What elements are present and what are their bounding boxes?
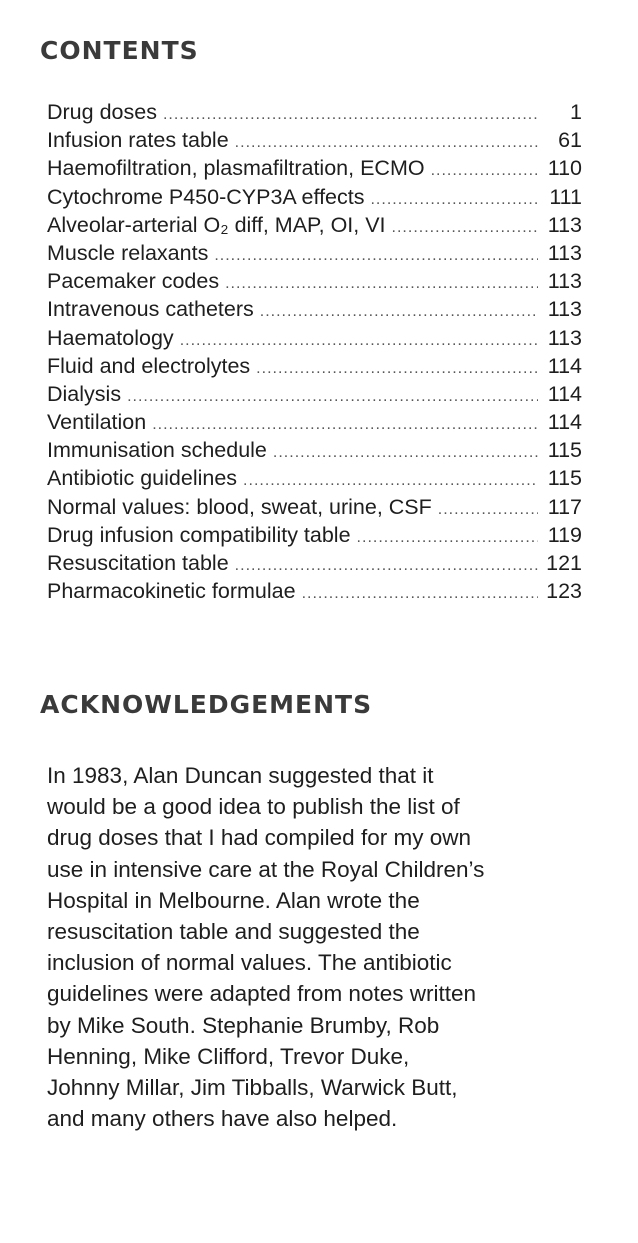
toc-entry-title: Haemofiltration, plasmafiltration, ECMO [47,156,425,181]
toc-entry-page: 61 [558,128,582,153]
toc-entry [47,154,582,182]
toc-entry [47,324,582,352]
acknowledgements-paragraph [47,760,607,1134]
toc-entry [47,267,582,295]
table-of-contents [47,98,582,605]
toc-entry [47,211,582,239]
toc-entry [47,436,582,464]
toc-entry-page: 114 [547,381,582,406]
toc-entry [47,577,582,605]
toc-entry-page: 111 [549,184,582,209]
toc-entry [47,239,582,267]
toc-entry-title: Fluid and electrolytes [47,353,251,378]
toc-entry-title: Muscle relaxants [47,240,209,265]
toc-entry [47,295,582,323]
paragraph-line: Johnny Millar, Jim Tibballs, Warwick Butt, [47,1075,458,1101]
toc-entry [47,408,582,436]
toc-entry [47,126,582,154]
toc-entry-page: 113 [547,212,582,237]
toc-leader-dots [243,467,538,495]
toc-entry-title: Intravenous catheters [47,297,254,322]
toc-leader-dots [180,327,538,355]
toc-leader-dots [370,186,538,214]
contents-heading: CONTENTS [40,36,199,65]
toc-entry-title: Infusion rates table [47,128,229,153]
toc-leader-dots [214,242,538,270]
toc-entry-page: 110 [547,156,582,181]
paragraph-line: would be a good idea to publish the list of [47,794,460,820]
toc-leader-dots [392,214,538,242]
toc-entry [47,493,582,521]
toc-entry-page: 119 [547,522,582,547]
toc-entry-page: 113 [547,297,582,322]
toc-entry-page: 121 [546,551,582,575]
paragraph-line: by Mike South. Stephanie Brumby, Rob [47,1012,440,1038]
toc-entry-title: Immunisation schedule [47,438,267,463]
toc-entry-title: Cytochrome P450-CYP3A effects [47,184,365,209]
toc-entry-title: Dialysis [47,381,122,406]
toc-entry-title: Haematology [47,325,174,350]
toc-entry-title: Resuscitation table [47,551,229,575]
toc-entry-page: 114 [547,410,582,435]
paragraph-line: inclusion of normal values. The antibiotic [47,950,452,976]
acknowledgements-heading: ACKNOWLEDGEMENTS [40,690,373,719]
toc-leader-dots [357,524,538,552]
toc-entry-page: 114 [547,353,582,378]
paragraph-line: resuscitation table and suggested the [47,919,420,945]
toc-leader-dots [235,129,538,157]
toc-leader-dots [127,383,538,411]
toc-leader-dots [152,411,538,439]
paragraph-line: drug doses that I had compiled for my own [47,825,471,851]
paragraph-line: In 1983, Alan Duncan suggested that it [47,763,434,788]
toc-entry-page: 117 [547,494,582,519]
toc-entry [47,352,582,380]
paragraph-line: Henning, Mike Clifford, Trevor Duke, [47,1043,410,1069]
toc-entry-page: 1 [570,100,582,124]
toc-entry [47,380,582,408]
toc-entry [47,549,582,577]
toc-leader-dots [260,298,538,326]
toc-entry [47,98,582,126]
toc-leader-dots [438,496,538,524]
toc-entry-title: Drug infusion compatibility table [47,522,351,547]
toc-entry [47,464,582,492]
toc-entry-page: 115 [547,466,582,491]
toc-entry-page: 115 [547,438,582,463]
toc-leader-dots [163,101,538,129]
toc-entry-title: Alveolar-arterial O₂ diff, MAP, OI, VI [47,212,386,237]
paragraph-line: guidelines were adapted from notes written [47,981,476,1007]
toc-entry [47,521,582,549]
toc-entry-page: 113 [547,325,582,350]
toc-entry-title: Ventilation [47,410,147,435]
toc-leader-dots [431,157,538,185]
toc-entry-title: Normal values: blood, sweat, urine, CSF [47,494,432,519]
toc-leader-dots [273,439,538,467]
toc-leader-dots [256,355,538,383]
toc-entry-title: Pacemaker codes [47,269,220,294]
toc-leader-dots [235,552,538,580]
paragraph-line: Hospital in Melbourne. Alan wrote the [47,887,420,913]
toc-leader-dots [225,270,538,298]
toc-leader-dots [302,580,538,608]
toc-entry-page: 113 [547,240,582,265]
paragraph-line: and many others have also helped. [47,1106,398,1132]
toc-entry-page: 123 [546,579,582,604]
toc-entry-title: Drug doses [47,100,157,124]
toc-entry-title: Antibiotic guidelines [47,466,238,491]
toc-entry-title: Pharmacokinetic formulae [47,579,296,604]
toc-entry [47,183,582,211]
toc-entry-page: 113 [547,269,582,294]
paragraph-line: use in intensive care at the Royal Children’s [47,856,485,882]
